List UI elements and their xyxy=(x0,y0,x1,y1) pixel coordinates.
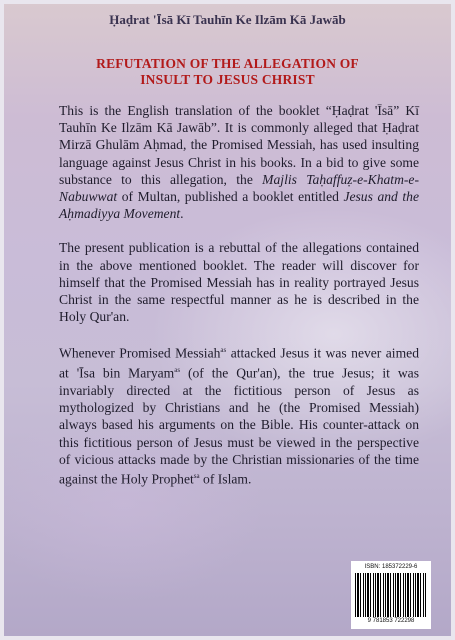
isbn-number: ISBN: 185372229-6 xyxy=(364,564,418,570)
paragraph-3 xyxy=(59,342,419,487)
paragraph-1-text-2: of Multan, published a booklet entitled xyxy=(117,189,344,205)
paragraph-1-text: This is the English translation of the booklet “Ḥaḍrat 'Īsā” Kī Tauhīn Ke Ilzām Kā Jawāb”. It is commonly alleged that Ḥaḍrat Mirzā Ghulām Aḥmad, the Promised Messiah, has used insulting language against Jesus Christ in his books. In a bid to give some substance to this allegation, the xyxy=(59,103,419,187)
booklet-title: Jesus and the Aḥmadiyya Movement xyxy=(59,189,419,222)
paragraph-1-end: . xyxy=(180,206,184,222)
title-line-2: INSULT TO JESUS CHRIST xyxy=(140,72,315,87)
isbn-barcode xyxy=(351,561,431,629)
honorific-superscript: as xyxy=(220,346,227,355)
title-line-1: REFUTATION OF THE ALLEGATION OF xyxy=(96,56,359,71)
organization-name: Majlis Taḥaffuẓ-e-Khatm-e-Nabuwwat xyxy=(59,171,419,205)
barcode-digits: 9 781853 722298 xyxy=(367,618,415,624)
honorific-superscript: as xyxy=(174,366,181,375)
urdu-title-header: Ḥaḍrat 'Īsā Kī Tauhīn Ke Ilzām Kā Jawāb xyxy=(109,12,346,27)
paragraph-3-text-3: (of the Qur'an), the true Jesus; it was invariably directed at the fictitious person of Jesus as mythologized by Christians and he (the Promised Messiah) always based his arguments on the Bible. His counter-attack on this fictitious person of Jesus must be viewed in the perspective of vicious attacks made by the Christian missionaries of the time against the Holy Prophet xyxy=(59,365,419,487)
paragraph-3-end: of Islam. xyxy=(199,471,252,487)
paragraph-3-text-2: attacked Jesus it was never aimed at 'Īsa bin Maryam xyxy=(59,345,419,381)
honorific-superscript: sa xyxy=(193,471,200,480)
paragraph-2: The present publication is a rebuttal of the allegations contained in the above mentioned booklet. The reader will discover for himself that the Promised Messiah has in reality portrayed Jesus Christ in the same respectful manner as he is described in the Holy Qur'an. xyxy=(59,240,419,325)
paragraph-1 xyxy=(59,102,419,222)
barcode-bars xyxy=(355,573,427,617)
page-title xyxy=(24,56,431,88)
blurb-text xyxy=(59,102,419,488)
paragraph-3-text: Whenever Promised Messiah xyxy=(59,345,221,361)
